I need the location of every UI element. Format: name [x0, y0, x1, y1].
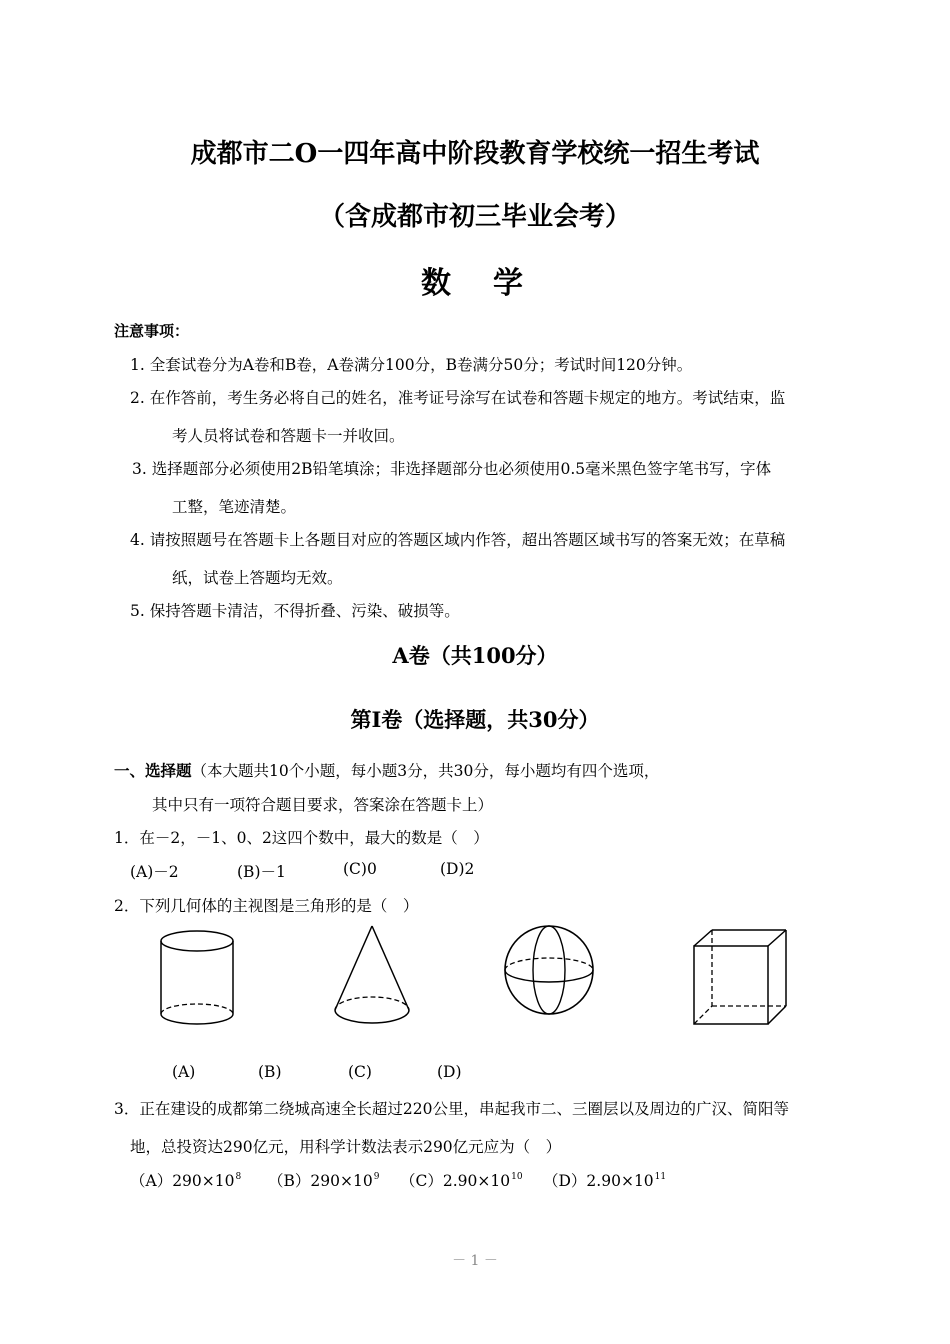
- notice-item-3-cont: 工整，笔迹清楚。: [172, 498, 297, 516]
- q1-option-c: (C)0: [343, 860, 377, 878]
- notice-item-4-cont: 纸，试卷上答题均无效。: [172, 569, 343, 587]
- q3-stem: 3．正在建设的成都第二绕城高速全长超过220公里，串起我市二、三圈层以及周边的广汉、简阳等: [114, 1100, 789, 1118]
- q1-stem: 1．在－2，－1、0、2这四个数中，最大的数是（ ）: [114, 829, 489, 847]
- page-number: － 1 －: [452, 1253, 498, 1269]
- part1-label: 一、选择题: [114, 761, 192, 780]
- q1-option-b: (B)－1: [237, 863, 286, 881]
- notice-heading: 注意事项：: [114, 322, 190, 340]
- sphere-figure: [503, 924, 597, 1018]
- q3-option-c: $(C)2.90\times 10^{10}$: [400, 1172, 523, 1190]
- part1-desc-cont: 其中只有一项符合题目要求，答案涂在答题卡上）: [152, 796, 494, 814]
- q2-option-c: (C): [348, 1063, 372, 1081]
- q1-option-a: (A)－2: [130, 863, 179, 881]
- notice-item-3: 3. 选择题部分必须使用2B铅笔填涂；非选择题部分也必须使用0.5毫米黑色签字笔书写，字体: [132, 460, 772, 478]
- section-a-heading: A卷（共100分）: [392, 643, 558, 668]
- q1-option-d: (D)2: [440, 860, 475, 878]
- q2-stem: 2．下列几何体的主视图是三角形的是（ ）: [114, 897, 419, 915]
- q3-stem-cont: 地，总投资达290亿元，用科学计数法表示290亿元应为（ ）: [130, 1138, 562, 1156]
- section-1-heading: 第I卷（选择题，共30分）: [350, 707, 600, 732]
- notice-item-4: 4. 请按照题号在答题卡上各题目对应的答题区域内作答，超出答题区域书写的答案无效；在草稿: [130, 531, 786, 549]
- notice-item-2: 2. 在作答前，考生务必将自己的姓名，准考证号涂写在试卷和答题卡规定的地方。考试结束，监: [130, 389, 786, 407]
- notice-item-5: 5. 保持答题卡清洁，不得折叠、污染、破损等。: [130, 602, 460, 620]
- exam-subtitle: （含成都市初三毕业会考）: [318, 202, 631, 232]
- q3-option-a: $(A)290\times 10^8$: [130, 1172, 242, 1190]
- subject-title: 数 学: [421, 266, 529, 301]
- q2-option-a: (A): [172, 1063, 196, 1081]
- part1-desc: （本大题共10个小题，每小题3分，共30分，每小题均有四个选项，: [191, 762, 660, 780]
- cylinder-figure: [155, 928, 239, 1028]
- q2-option-d: (D): [437, 1063, 462, 1081]
- cone-figure: [330, 924, 414, 1030]
- q2-option-b: (B): [258, 1063, 282, 1081]
- cube-figure: [690, 926, 790, 1030]
- notice-item-2-cont: 考人员将试卷和答题卡一并收回。: [172, 427, 405, 445]
- notice-item-1: 1. 全套试卷分为A卷和B卷，A卷满分100分，B卷满分50分；考试时间120分钟。: [130, 356, 693, 374]
- exam-title: 成都市二O一四年高中阶段教育学校统一招生考试: [190, 139, 760, 169]
- q3-option-b: $(B)290\times 10^9$: [268, 1172, 380, 1190]
- part1-intro: [114, 759, 659, 781]
- q3-option-d: $(D)2.90\times 10^{11}$: [543, 1172, 667, 1190]
